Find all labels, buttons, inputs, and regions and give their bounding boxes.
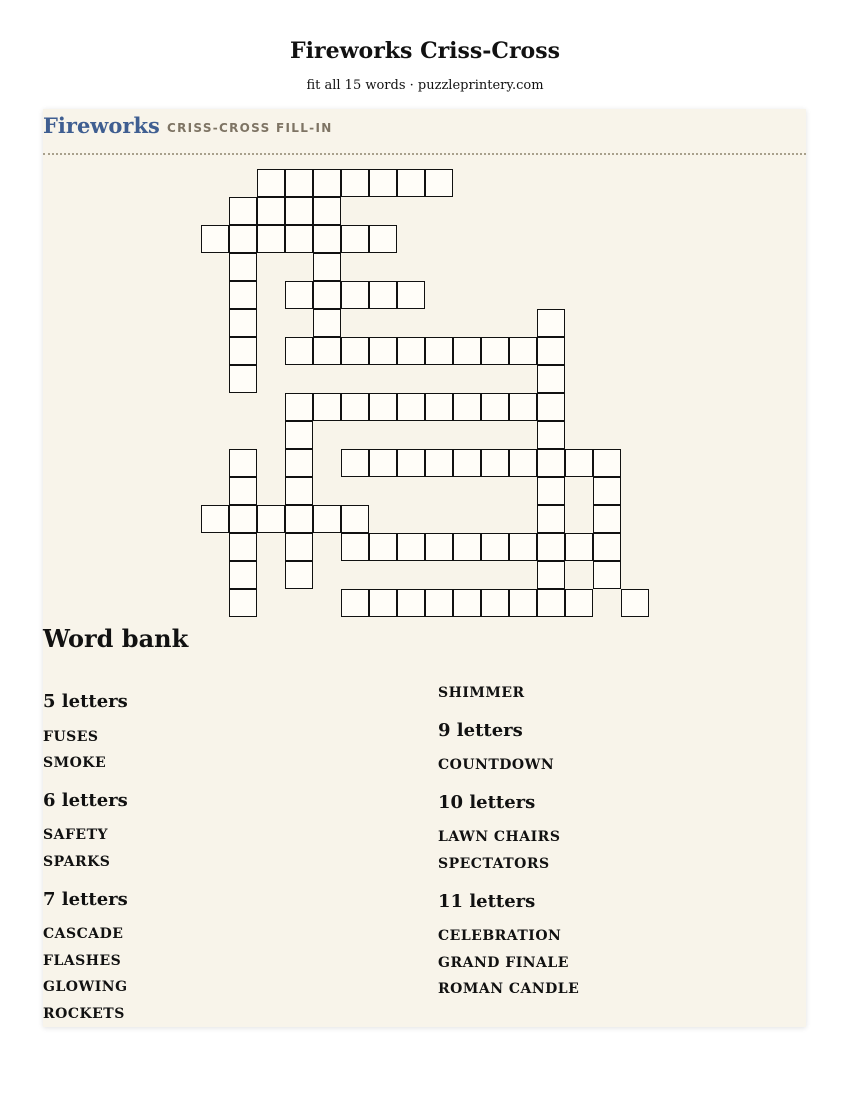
grid-cell <box>593 505 621 533</box>
grid-cell <box>453 533 481 561</box>
grid-cell <box>341 225 369 253</box>
grid-cell <box>537 561 565 589</box>
grid-cell <box>285 449 313 477</box>
grid-cell <box>537 365 565 393</box>
grid-cell <box>537 393 565 421</box>
grid-cell <box>537 421 565 449</box>
grid-cell <box>285 225 313 253</box>
grid-cell <box>565 589 593 617</box>
grid-cell <box>593 533 621 561</box>
grid-cell <box>537 309 565 337</box>
grid-cell <box>369 533 397 561</box>
grid-cell <box>229 365 257 393</box>
grid-cell <box>369 589 397 617</box>
grid-cell <box>453 337 481 365</box>
grid-cell <box>593 449 621 477</box>
grid-cell <box>537 449 565 477</box>
word-item: CELEBRATION <box>438 928 562 944</box>
grid-cell <box>537 505 565 533</box>
grid-cell <box>509 533 537 561</box>
header-subtitle: CRISS-CROSS FILL-IN <box>167 121 333 135</box>
grid-cell <box>229 477 257 505</box>
grid-cell <box>537 533 565 561</box>
grid-cell <box>341 169 369 197</box>
grid-cell <box>565 449 593 477</box>
grid-cell <box>257 197 285 225</box>
grid-cell <box>509 337 537 365</box>
grid-cell <box>369 393 397 421</box>
grid-cell <box>481 533 509 561</box>
grid-cell <box>369 337 397 365</box>
grid-cell <box>229 533 257 561</box>
word-bank-title: Word bank <box>43 624 189 653</box>
grid-cell <box>397 393 425 421</box>
grid-cell <box>229 589 257 617</box>
word-item: LAWN CHAIRS <box>438 829 561 845</box>
grid-cell <box>425 449 453 477</box>
grid-cell <box>229 225 257 253</box>
grid-cell <box>229 197 257 225</box>
grid-cell <box>425 589 453 617</box>
word-item: COUNTDOWN <box>438 757 555 773</box>
word-item: CASCADE <box>43 926 124 942</box>
word-item: SMOKE <box>43 755 107 771</box>
word-group-heading: 6 letters <box>43 790 128 811</box>
grid-cell <box>481 589 509 617</box>
grid-cell <box>313 225 341 253</box>
grid-cell <box>285 505 313 533</box>
grid-cell <box>397 589 425 617</box>
grid-cell <box>285 533 313 561</box>
grid-cell <box>509 393 537 421</box>
grid-cell <box>313 505 341 533</box>
word-item: GLOWING <box>43 979 128 995</box>
grid-cell <box>453 393 481 421</box>
grid-cell <box>369 281 397 309</box>
grid-cell <box>397 337 425 365</box>
grid-cell <box>229 337 257 365</box>
page-title: Fireworks Criss-Cross <box>290 38 560 64</box>
puzzle-card <box>43 109 806 1027</box>
grid-cell <box>257 225 285 253</box>
grid-cell <box>397 449 425 477</box>
grid-cell <box>257 505 285 533</box>
grid-cell <box>313 337 341 365</box>
grid-cell <box>397 281 425 309</box>
grid-cell <box>593 477 621 505</box>
word-item: SAFETY <box>43 827 108 843</box>
grid-cell <box>509 449 537 477</box>
grid-cell <box>313 393 341 421</box>
grid-cell <box>313 281 341 309</box>
grid-cell <box>313 197 341 225</box>
word-item: GRAND FINALE <box>438 955 569 971</box>
word-item: SPECTATORS <box>438 856 550 872</box>
grid-cell <box>285 477 313 505</box>
grid-cell <box>313 309 341 337</box>
grid-cell <box>509 589 537 617</box>
word-item: SHIMMER <box>438 685 525 701</box>
grid-cell <box>229 449 257 477</box>
grid-cell <box>285 337 313 365</box>
grid-cell <box>453 449 481 477</box>
grid-cell <box>425 533 453 561</box>
grid-cell <box>565 533 593 561</box>
grid-cell <box>285 393 313 421</box>
grid-cell <box>593 561 621 589</box>
grid-cell <box>481 393 509 421</box>
grid-cell <box>229 561 257 589</box>
grid-cell <box>201 225 229 253</box>
grid-cell <box>341 589 369 617</box>
grid-cell <box>397 169 425 197</box>
grid-cell <box>341 337 369 365</box>
grid-cell <box>425 337 453 365</box>
grid-cell <box>313 253 341 281</box>
grid-cell <box>229 281 257 309</box>
grid-cell <box>537 337 565 365</box>
grid-cell <box>425 169 453 197</box>
grid-cell <box>341 533 369 561</box>
grid-cell <box>537 589 565 617</box>
word-item: ROMAN CANDLE <box>438 981 580 997</box>
grid-cell <box>229 505 257 533</box>
grid-cell <box>341 505 369 533</box>
word-group-heading: 9 letters <box>438 720 523 741</box>
grid-cell <box>201 505 229 533</box>
grid-cell <box>425 393 453 421</box>
word-item: ROCKETS <box>43 1006 125 1022</box>
grid-cell <box>537 477 565 505</box>
grid-cell <box>341 449 369 477</box>
grid-cell <box>453 589 481 617</box>
grid-cell <box>369 169 397 197</box>
grid-cell <box>341 393 369 421</box>
word-item: FLASHES <box>43 953 122 969</box>
grid-cell <box>229 309 257 337</box>
grid-cell <box>369 449 397 477</box>
card-header <box>43 109 806 155</box>
grid-cell <box>285 169 313 197</box>
grid-cell <box>397 533 425 561</box>
header-title: Fireworks <box>43 113 160 138</box>
word-group-heading: 11 letters <box>438 891 536 912</box>
grid-cell <box>285 281 313 309</box>
grid-cell <box>285 197 313 225</box>
word-item: SPARKS <box>43 854 111 870</box>
grid-cell <box>341 281 369 309</box>
grid-cell <box>229 253 257 281</box>
page-subtitle: fit all 15 words · puzzleprintery.com <box>306 78 544 93</box>
grid-cell <box>257 169 285 197</box>
grid-cell <box>481 449 509 477</box>
word-group-heading: 10 letters <box>438 792 536 813</box>
grid-cell <box>481 337 509 365</box>
word-group-heading: 5 letters <box>43 691 128 712</box>
grid-cell <box>369 225 397 253</box>
grid-cell <box>621 589 649 617</box>
grid-cell <box>313 169 341 197</box>
grid-cell <box>285 421 313 449</box>
word-group-heading: 7 letters <box>43 889 128 910</box>
word-item: FUSES <box>43 729 99 745</box>
grid-cell <box>285 561 313 589</box>
